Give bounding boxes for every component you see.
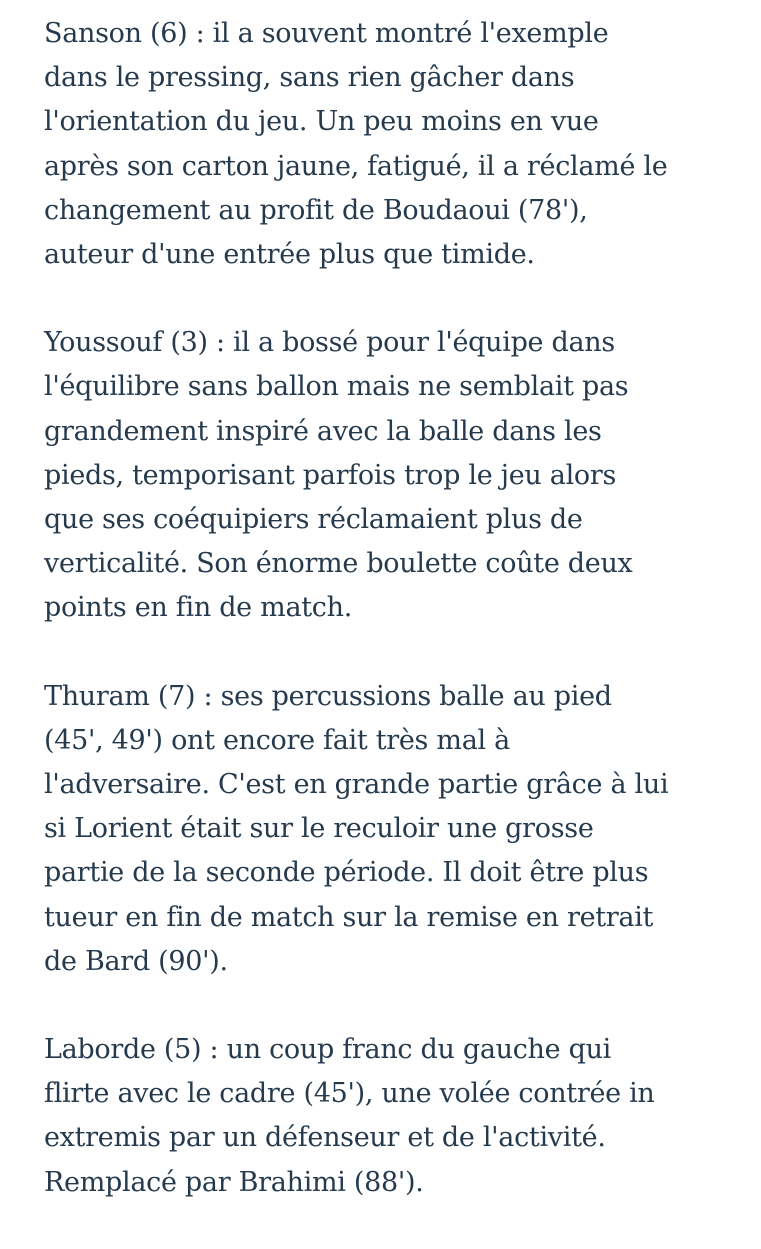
player-rating-sanson: Sanson (6) : il a souvent montré l'exemple dans le pressing, sans rien gâcher dans l'orientation du jeu. Un peu moins en vue après son carton jaune, fatigué, il a réclamé le changement au profit de Boudaoui (78'), auteur d'une entrée plus que timide. — [44, 18, 668, 271]
player-rating-thuram: Thuram (7) : ses percussions balle au pied (45', 49') ont encore fait très mal à l'adversaire. C'est en grande partie grâce à lui si Lorient était sur le reculoir une grosse partie de la seconde période. Il doit être plus tueur en fin de match sur la remise en retrait de Bard (90'). — [44, 680, 669, 977]
article-body — [44, 12, 759, 1249]
player-rating-youssouf: Youssouf (3) : il a bossé pour l'équipe dans l'équilibre sans ballon mais ne semblait pas grandement inspiré avec la balle dans les pieds, temporisant parfois trop le jeu alors que ses coéquipiers réclamaient plus de verticalité. Son énorme boulette coûte deux points en fin de match. — [44, 327, 633, 624]
player-rating-laborde: Laborde (5) : un coup franc du gauche qui flirte avec le cadre (45'), une volée contrée in extremis par un défenseur et de l'activité. Remplacé par Brahimi (88'). — [44, 1034, 655, 1198]
